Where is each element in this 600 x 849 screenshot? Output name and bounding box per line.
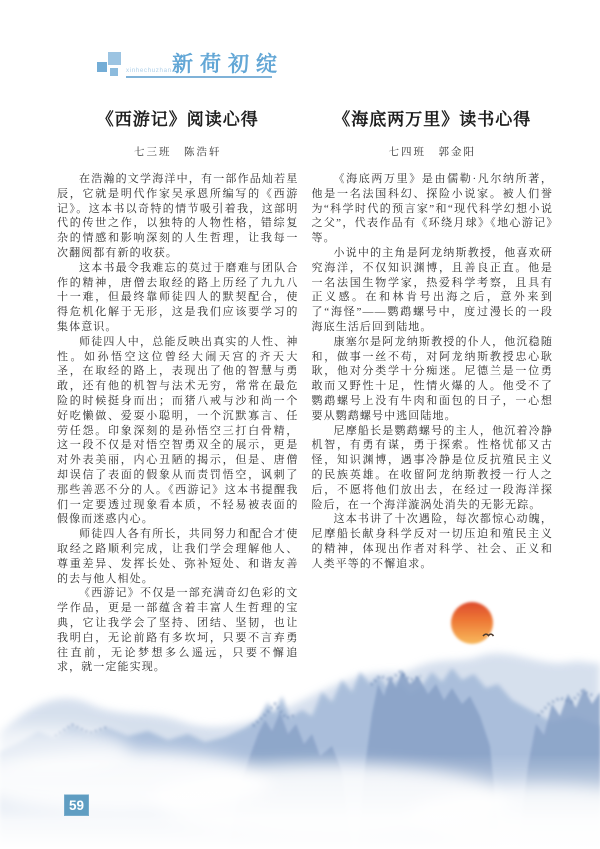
article-xiyouji xyxy=(57,105,299,675)
paragraph: 在浩瀚的文学海洋中，有一部作品灿若星辰，它就是明代作家吴承恩所编写的《西游记》。这本书以奇特的情节吸引着我，这部明代的传世之作，以独特的人物性格，错综复杂的情感和影响深刻的人生哲理，让我每一次翻阅都有新的收获。 xyxy=(57,173,299,259)
logo-square xyxy=(108,52,121,65)
paragraph: 康塞尔是阿龙纳斯教授的仆人，他沉稳随和，做事一丝不苟，对阿龙纳斯教授忠心耿耿，他对分类学十分痴迷。尼德兰是一位勇敢而又野性十足，性情火爆的人。他受不了鹦鹉螺号上没有牛肉和面包的日子，一心想要从鹦鹉螺号中逃回陆地。 xyxy=(311,335,553,422)
paragraph: 师徒四人中，总能反映出真实的人性、神性。如孙悟空这位曾经大闹天宫的齐天大圣，在取经的路上，表现出了他的智慧与勇敢，还有他的机智与法术无穷，常常在最危险的时候挺身而出；而猪八戒与沙和尚一个好吃懒做、爱耍小聪明，一个沉默寡言、任劳任怨。印象深刻的是孙悟空三打白骨精，这一段不仅是对悟空智勇双全的展示，更是对外表美丽，内心丑陋的揭示，但是、唐僧却误信了表面的假象从而责罚悟空，讽刺了那些善恶不分的人。《西游记》这本书提醒我们一定要透过现象看本质，不轻易被表面的假像而迷惑内心。 xyxy=(57,335,299,526)
page-number-badge: 59 xyxy=(64,794,89,816)
paragraph: 小说中的主角是阿龙纳斯教授，他喜欢研究海洋，不仅知识渊博，且善良正直。他是一名法国生物学家，热爱科学考察，且具有正义感。在和林肯号出海之后，意外来到了“海怪”——鹦鹉螺号中，度过漫长的一段海底生活后回到陆地。 xyxy=(311,246,553,333)
article-columns xyxy=(57,105,553,675)
article-body xyxy=(312,172,554,572)
header-underline xyxy=(126,76,272,78)
paragraph: 师徒四人各有所长，共同努力和配合才使取经之路顺利完成，让我们学会理解他人、尊重差异、发挥长处、弥补短处、和谐友善的去与他人相处。 xyxy=(57,528,299,585)
article-haidi xyxy=(312,105,554,675)
article-byline: 七三班 陈浩轩 xyxy=(134,147,222,158)
article-title: 《海底两万里》读书心得 xyxy=(333,110,532,129)
paragraph: 这本书讲了十次遇险，每次都惊心动魄，尼摩船长献身科学反对一切压迫和殖民主义的精神，体现出作者对科学、社会、正义和人类平等的不懈追求。 xyxy=(311,513,553,570)
page-header xyxy=(96,52,516,86)
paragraph: 这本书最令我难忘的莫过于磨难与团队合作的精神，唐僧去取经的路上历经了九九八十一难，但最终靠师徒四人的默契配合，使得危机化解于无形，这是我们应该要学习的集体意识。 xyxy=(57,261,299,333)
masthead-pinyin: xinhechuzhan xyxy=(126,67,172,74)
article-body xyxy=(57,172,299,675)
paragraph: 《海底两万里》是由儒勒·凡尔纳所著，他是一名法国科幻、探险小说家。被人们誉为“科学时代的预言家”和“现代科学幻想小说之父”，代表作品有《环绕月球》《地心游记》等。 xyxy=(311,173,553,245)
logo-square xyxy=(110,68,118,76)
masthead-title: 新荷初绽 xyxy=(172,53,284,76)
paragraph: 《西游记》不仅是一部充满奇幻色彩的文学作品，更是一部蕴含着丰富人生哲理的宝典，它让我学会了坚持、团结、坚韧，也让我明白，无论前路有多坎坷，只要不言弃勇往直前，无论梦想多么遥远，只要不懈追求，就一定能实现。 xyxy=(57,587,299,674)
paragraph: 尼摩船长是鹦鹉螺号的主人，他沉着冷静机智，有勇有谋，勇于探索。性格忧郁又古怪，知识渊博，遇事冷静是位反抗殖民主义的民族英雄。在收留阿龙纳斯教授一行人之后，不愿将他们放出去，在经过一段海洋探险后，在一个海洋漩涡处消失的无影无踪。 xyxy=(311,424,553,511)
article-title: 《西游记》阅读心得 xyxy=(96,110,259,129)
article-byline: 七四班 郭金阳 xyxy=(388,147,476,158)
logo-square xyxy=(97,62,107,72)
logo-icon xyxy=(96,52,122,78)
